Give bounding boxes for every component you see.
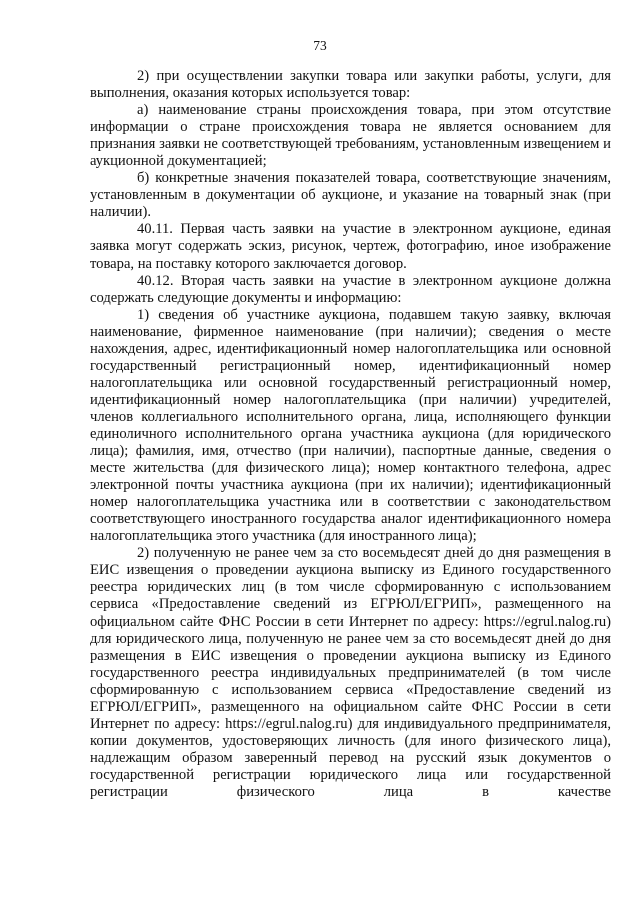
paragraph-2-registry-extract: 2) полученную не ранее чем за сто восемьдесят дней до дня размещения в ЕИС извещения о проведении аукциона выписку из Единого государственного реестра юридических лиц (в том числе сформированную с использованием сервиса «Предоставление сведений из ЕГРЮЛ/ЕГРИП», размещенного на официальном сайте ФНС России в сети Интернет по адресу: https://egrul.nalog.ru) для юридического лица, полученную не ранее чем за сто восемьдесят дней до дня размещения в ЕИС извещения о проведении аукциона выписку из Единого государственного реестра индивидуальных предпринимателей (в том числе сформированную с использованием сервиса «Предоставление сведений из ЕГРЮЛ/ЕГРИП», размещенного на официальном сайте ФНС России в сети Интернет по адресу: https://egrul.nalog.ru) для индивидуального предпринимателя, копии документов, удостоверяющих личность (для иного физического лица), надлежащим образом заверенный перевод на русский язык документов о государственной регистрации юридического лица или государственной регистрации физического лица в качестве — [90, 545, 611, 800]
page-number: 73 — [313, 38, 327, 53]
paragraph-2-goods-purchase: 2) при осуществлении закупки товара или закупки работы, услуги, для выполнения, оказания которых используется товар: — [90, 68, 611, 102]
document-body — [90, 68, 611, 801]
paragraph-40-11: 40.11. Первая часть заявки на участие в электронном аукционе, единая заявка могут содержать эскиз, рисунок, чертеж, фотографию, иное изображение товара, на поставку которого заключается договор. — [90, 221, 611, 272]
paragraph-1-participant-info: 1) сведения об участнике аукциона, подавшем такую заявку, включая наименование, фирменное наименование (при наличии); сведения о месте нахождения, адрес, идентификационный номер налогоплательщика или основной государственный регистрационный номер, идентификационный номер налогоплательщика или основной государственный регистрационный номер, идентификационный номер налогоплательщика (при наличии) учредителей, членов коллегиального исполнительного органа, лица, исполняющего функции единоличного исполнительного органа участника аукциона (для юридического лица); фамилия, имя, отчество (при наличии), паспортные данные, сведения о месте жительства (для физического лица); номер контактного телефона, адрес электронной почты участника аукциона (при их наличии); идентификационный номер налогоплательщика участника или в соответствии с законодательством соответствующего иностранного государства аналог идентификационного номера налогоплательщика этого участника (для иностранного лица); — [90, 306, 611, 545]
paragraph-a-country-of-origin: а) наименование страны происхождения товара, при этом отсутствие информации о стране происхождения товара не является основанием для признания заявки не соответствующей требованиям, установленным извещением и аукционной документацией; — [90, 102, 611, 170]
paragraph-b-goods-indicators: б) конкретные значения показателей товара, соответствующие значениям, установленным в документации об аукционе, и указание на товарный знак (при наличии). — [90, 170, 611, 221]
paragraph-40-12: 40.12. Вторая часть заявки на участие в электронном аукционе должна содержать следующие документы и информацию: — [90, 272, 611, 306]
